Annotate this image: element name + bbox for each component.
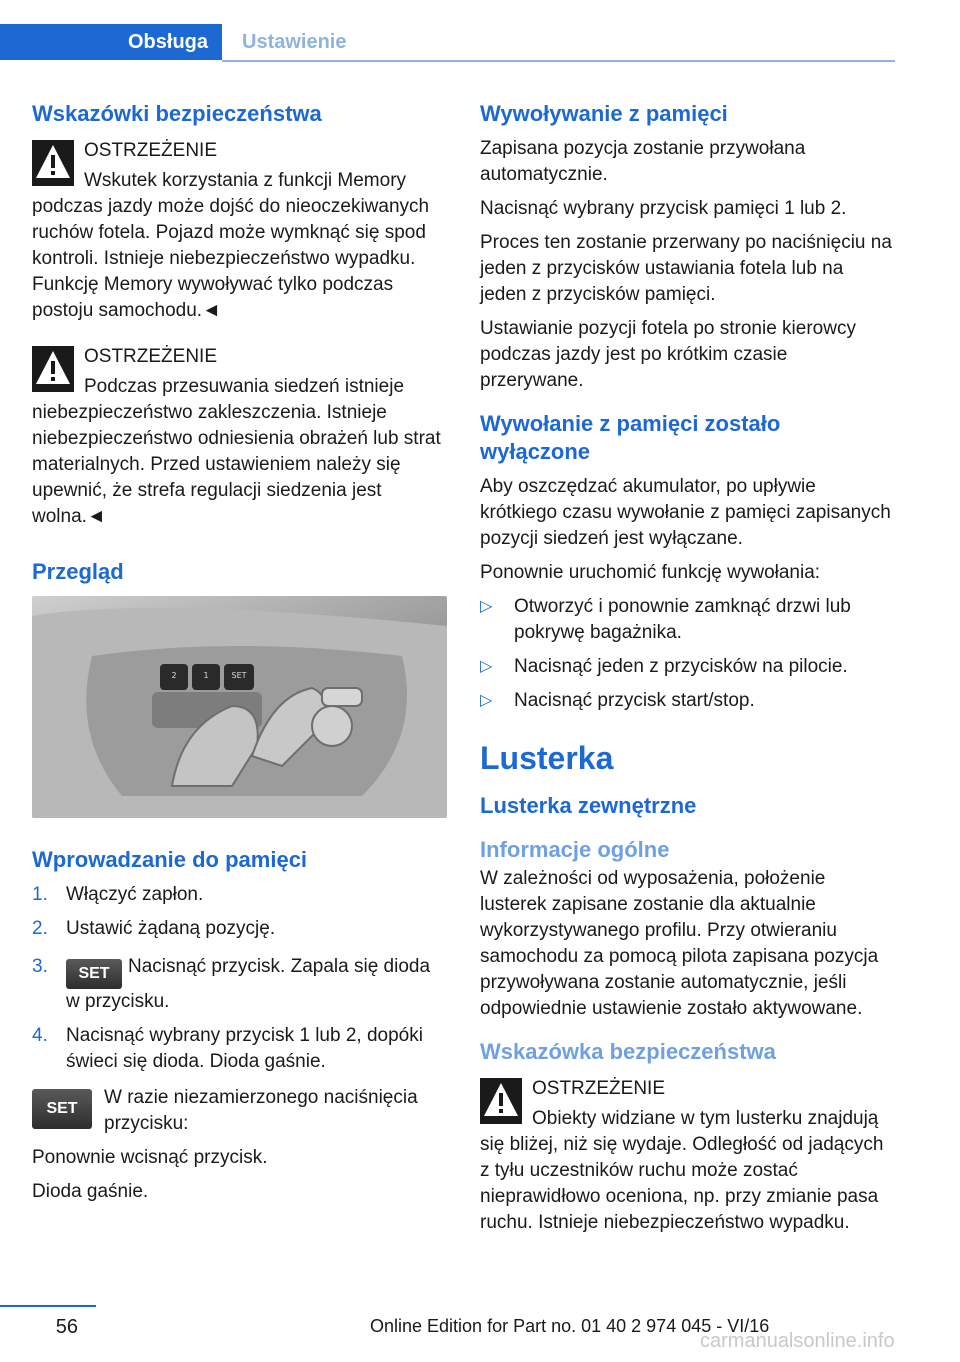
mirror-safety-heading: Wskazówka bezpieczeństwa [480,1039,776,1064]
warning-box-1 [32,136,447,324]
list-item: 3. SET Nacisnąć przycisk. Zapala się dioda w przycisku. [32,956,431,1012]
bullet-triangle-icon: ▷ [480,598,493,615]
right-column [480,100,895,1242]
warning-box-2 [32,342,447,530]
top-tab-bar [0,24,895,62]
exterior-mirrors-heading: Lusterka zewnętrzne [480,793,697,818]
bullet-triangle-icon: ▷ [480,658,493,675]
seat-control-illustration [32,596,447,818]
warning-triangle-icon [32,346,74,392]
edition-footer: Online Edition for Part no. 01 40 2 974 045 - VI/16 [370,1316,770,1336]
page-number: 56 [55,1316,78,1338]
list-item: ▷ Nacisnąć jeden z przycisków na pilocie. [480,654,895,680]
warning-triangle-icon [32,140,74,186]
recall-heading: Wywoływanie z pamięci [480,101,728,126]
paragraph: Ustawianie pozycji fotela po stronie kierowcy podczas jazdy jest po krótkim czasie przerywane. [480,318,856,391]
paragraph: Aby oszczędzać akumulator, po upływie krótkiego czasu wywołanie z pamięci zapisanych pozycji siedzeń jest wyłączane. [480,476,891,549]
bullet-triangle-icon: ▷ [480,692,493,709]
set-button-icon: SET [32,1089,92,1129]
photo-button-label: SET [231,671,247,680]
tab-underline [222,60,895,62]
paragraph: Ponownie uruchomić funkcję wywołania: [480,562,821,583]
page-number-rule [0,1305,96,1307]
list-item: 1. Włączyć zapłon. [32,884,204,905]
repress-text: Ponownie wcisnąć przycisk. [32,1147,268,1168]
overview-heading: Przegląd [32,559,124,584]
memory-steps-list [32,882,447,1075]
warning-text: Wskutek korzystania z funkcji Memory podczas jazdy może dojść do nieoczekiwanych ruchów fotela. Pojazd może wymknąć się spod kontroli. Istnieje niebezpieczeństwo wypadku. Funkcję Memory wywoływać tylko podczas postoju samochodu.◄ [32,170,430,321]
watermark: carmanualsonline.info [700,1330,895,1352]
warning-label: OSTRZEŻENIE [532,1078,666,1099]
list-item: ▷ Otworzyć i ponownie zamknąć drzwi lub pokrywę bagażnika. [480,596,851,643]
tab-ustawienie[interactable]: Ustawienie [242,30,347,53]
accidental-press-note [32,1085,447,1145]
paragraph: W zależności od wyposażenia, położenie lusterek zapisane zostanie dla aktualnie wykorzystywanego profilu. Przy otwieraniu samochodu za pomocą pilota zapisana pozycja przywoływana zostanie automatycznie, jeśli odpowiednie ustawienie zostało aktywowane. [480,868,879,1019]
led-off-text: Dioda gaśnie. [32,1181,149,1202]
warning-box-3 [480,1074,895,1236]
memory-heading: Wprowadzanie do pamięci [32,847,308,872]
warning-label: OSTRZEŻENIE [84,140,218,161]
mirrors-heading: Lusterka [480,740,614,776]
list-item: ▷ Nacisnąć przycisk start/stop. [480,688,895,714]
left-column [32,100,447,1213]
safety-heading: Wskazówki bezpieczeństwa [32,101,322,126]
seat-memory-buttons-photo [32,596,447,818]
warning-label: OSTRZEŻENIE [84,346,218,367]
reactivation-list [480,594,895,714]
list-item: 2. Ustawić żądaną pozycję. [32,918,276,939]
warning-text: Podczas przesuwania siedzeń istnieje niebezpieczeństwo zakleszczenia. Istnieje niebezpieczeństwo odniesienia obrażeń lub strat materialnych. Przed ustawieniem należy się upewnić, że strefa regulacji siedzenia jest wolna.◄ [32,376,441,527]
warning-triangle-icon [480,1078,522,1124]
paragraph: Zapisana pozycja zostanie przywołana automatycznie. [480,138,806,185]
warning-text: Obiekty widziane w tym lusterku znajdują się bliżej, niż się wydaje. Odległość od jadących z tyłu uczestników ruchu może zostać nieprawidłowo oceniona, np. przy zmianie pasa ruchu. Istnieje niebezpieczeństwo wypadku. [480,1108,884,1233]
accidental-text: W razie niezamierzonego naciśnięcia przycisku: [104,1087,418,1134]
paragraph: Proces ten zostanie przerwany po naciśnięciu na jeden z przycisków ustawiania fotela lub na jeden z przycisków pamięci. [480,232,892,305]
recall-disabled-heading: Wywołanie z pamięci zostało wyłączone [480,411,781,464]
set-button-icon: SET [66,959,122,989]
list-item: 4. Nacisnąć wybrany przycisk 1 lub 2, dopóki świeci się dioda. Dioda gaśnie. [32,1025,423,1072]
general-info-heading: Informacje ogólne [480,837,670,862]
photo-button-label: 2 [171,671,177,680]
paragraph: Nacisnąć wybrany przycisk pamięci 1 lub 2. [480,198,847,219]
tab-obsluga[interactable]: Obsługa [0,24,222,60]
photo-button-label: 1 [203,671,209,680]
